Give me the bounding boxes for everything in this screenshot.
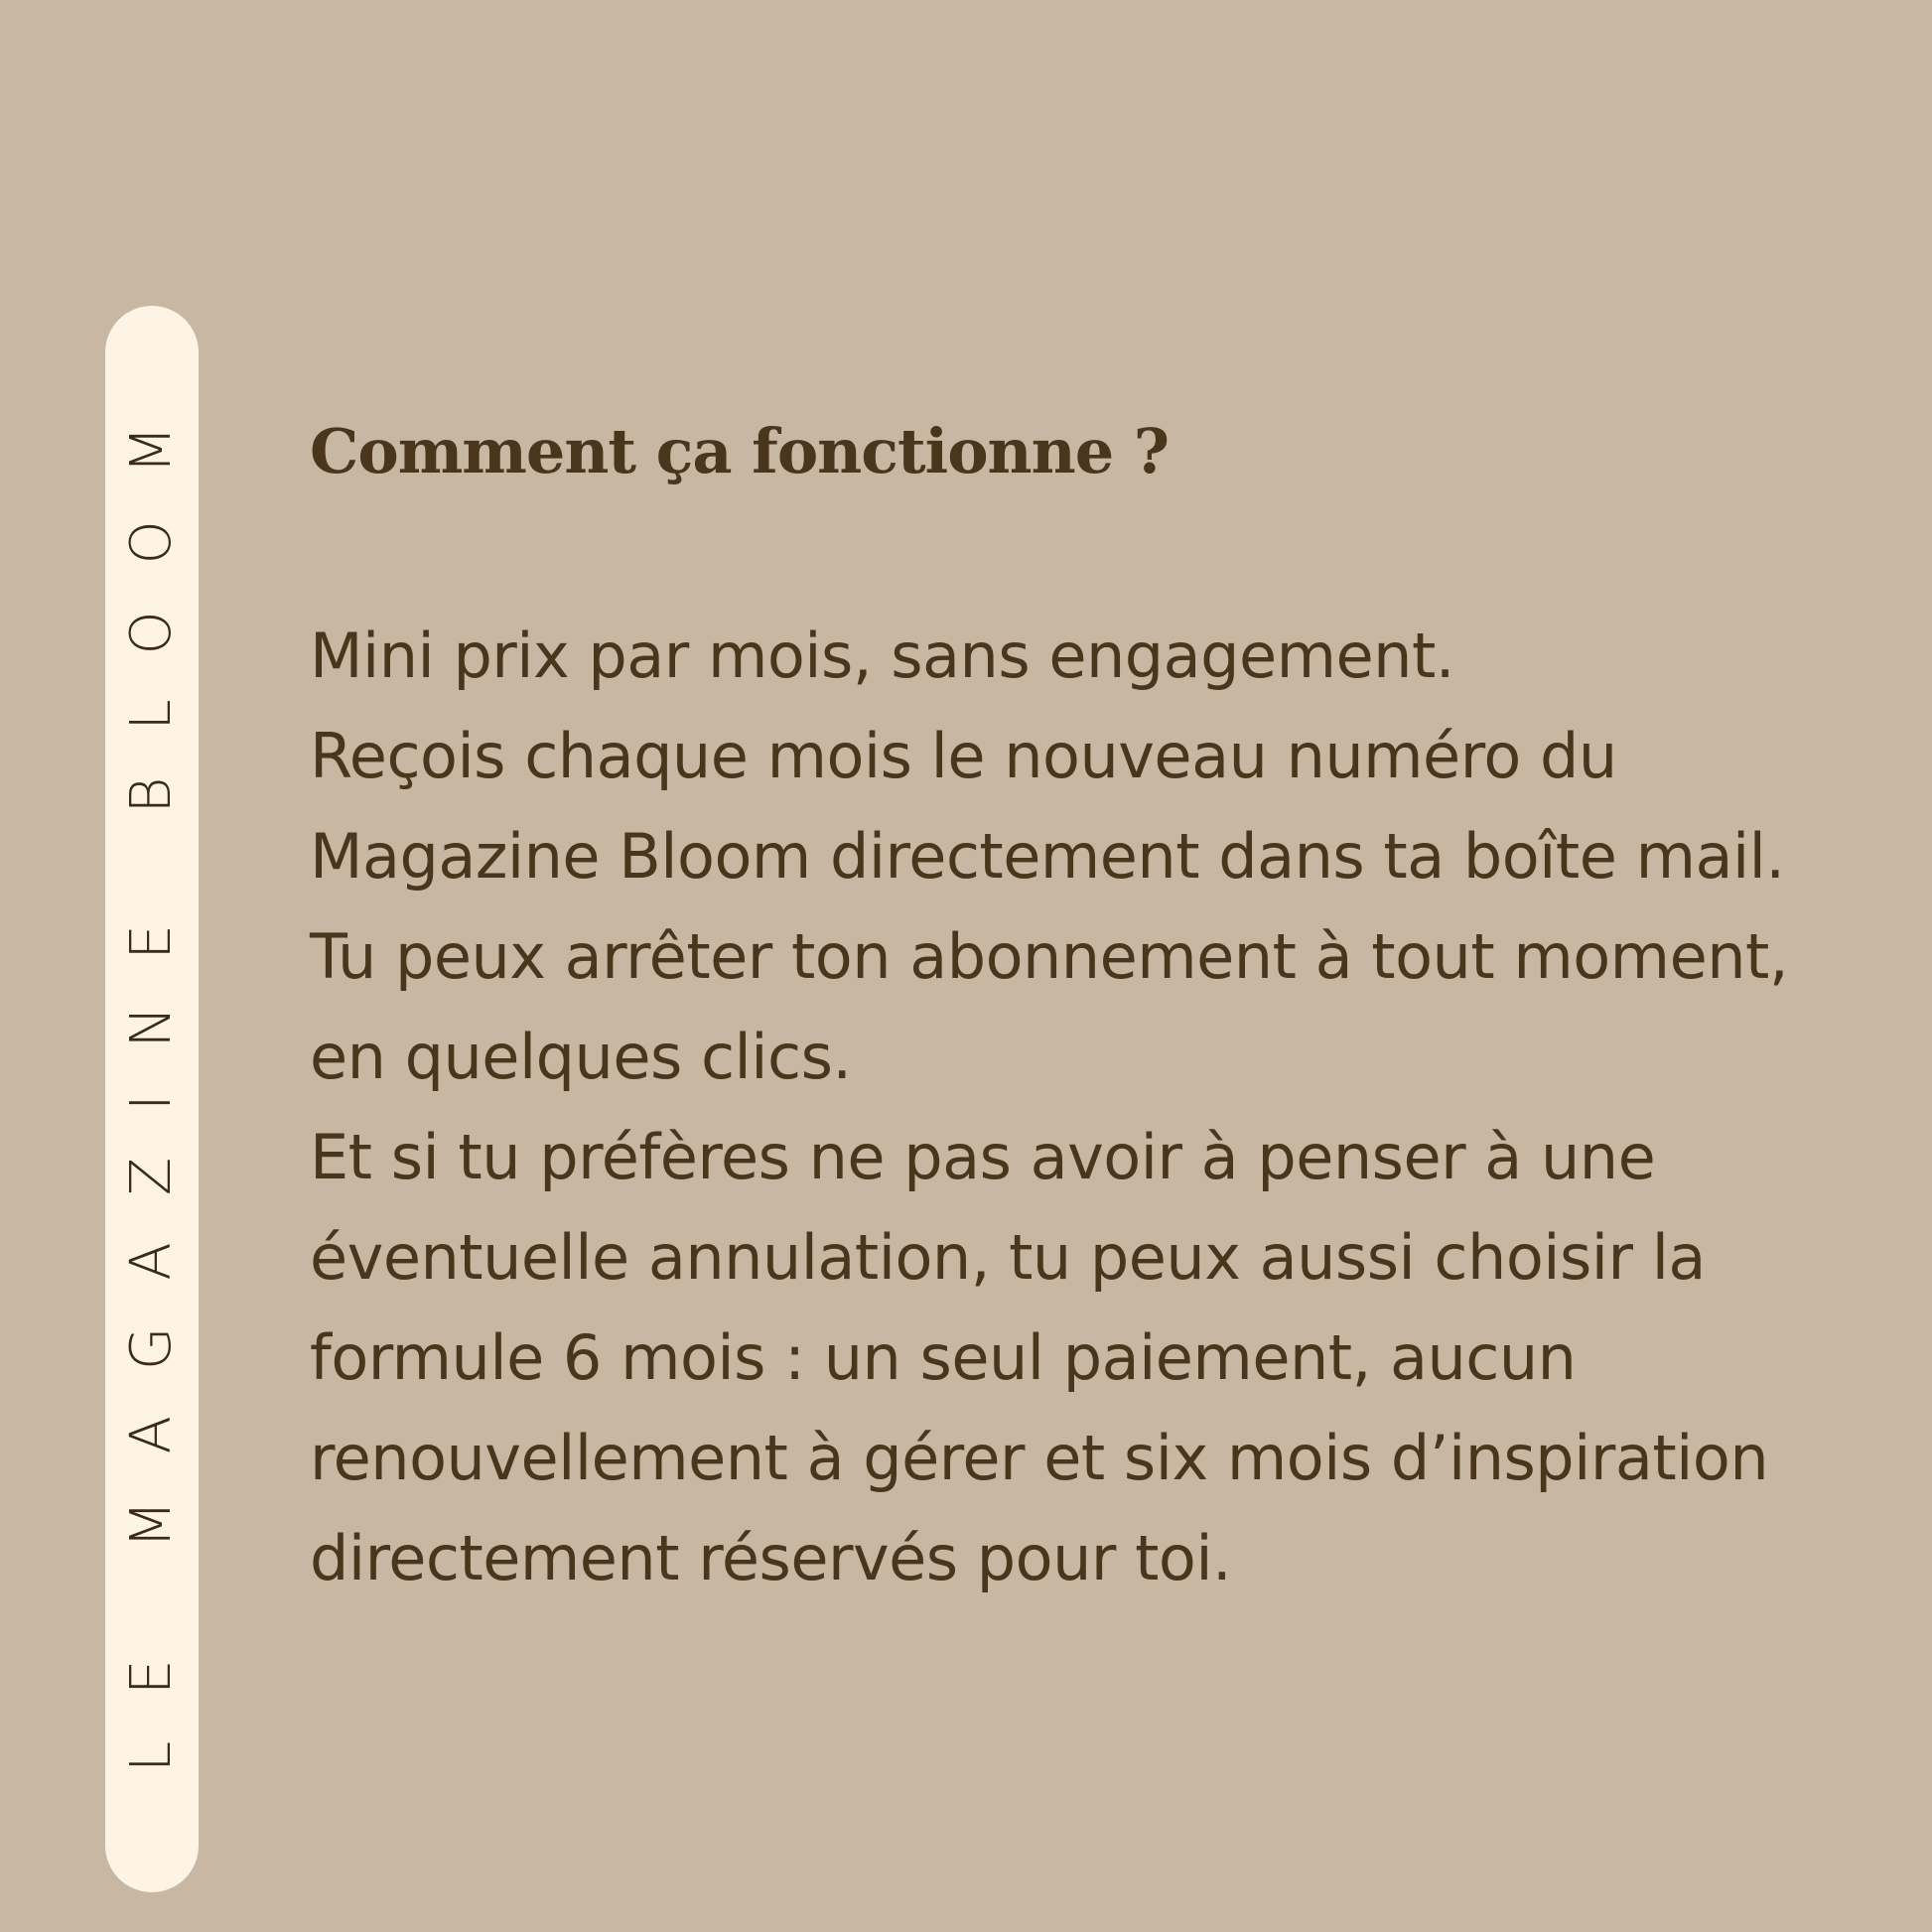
side-label-text: LE MAGAZINE BLOOM — [119, 378, 184, 1773]
body-text — [310, 606, 1819, 1608]
paragraph-cancel: Tu peux arrêter ton abonnement à tout moment, en quelques clics. — [310, 920, 1789, 1093]
paragraph-delivery: Reçois chaque mois le nouveau numéro du Magazine Bloom directement dans ta boîte mail. — [310, 720, 1785, 893]
paragraph-price: Mini prix par mois, sans engagement. — [310, 620, 1454, 692]
main-content — [310, 407, 1819, 1608]
page-title: Comment ça fonctionne ? — [310, 415, 1170, 487]
paragraph-six-month-plan: Et si tu préfères ne pas avoir à penser à une éventuelle annulation, tu peux aussi choisir la formule 6 mois : un seul paiement, aucun renouvellement à gérer et six mois d’inspiration directement réservés pour toi. — [310, 1121, 1769, 1594]
side-label-pill — [105, 306, 199, 1892]
